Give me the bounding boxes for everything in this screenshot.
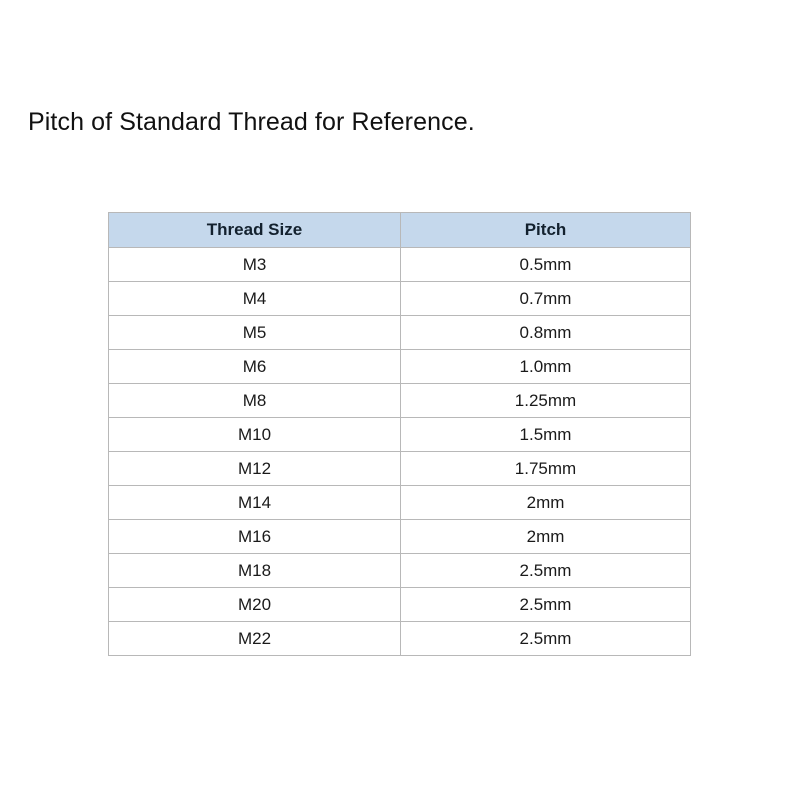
table-row (109, 622, 691, 656)
cell-thread-size: M18 (109, 554, 401, 588)
cell-thread-size: M14 (109, 486, 401, 520)
cell-pitch: 1.0mm (401, 350, 691, 384)
cell-thread-size: M16 (109, 520, 401, 554)
table-row (109, 316, 691, 350)
cell-pitch: 2mm (401, 486, 691, 520)
table-header-row (109, 213, 691, 248)
table-row (109, 418, 691, 452)
table-row (109, 554, 691, 588)
table-body (109, 248, 691, 656)
column-header-thread-size: Thread Size (109, 213, 401, 248)
cell-pitch: 0.7mm (401, 282, 691, 316)
table-row (109, 520, 691, 554)
cell-thread-size: M6 (109, 350, 401, 384)
table-row (109, 588, 691, 622)
cell-pitch: 2mm (401, 520, 691, 554)
thread-pitch-table-container (108, 212, 690, 656)
cell-pitch: 1.5mm (401, 418, 691, 452)
table-row (109, 384, 691, 418)
cell-pitch: 1.75mm (401, 452, 691, 486)
cell-pitch: 1.25mm (401, 384, 691, 418)
page-title: Pitch of Standard Thread for Reference. (28, 108, 475, 136)
cell-thread-size: M4 (109, 282, 401, 316)
cell-pitch: 2.5mm (401, 622, 691, 656)
cell-thread-size: M22 (109, 622, 401, 656)
cell-pitch: 0.5mm (401, 248, 691, 282)
cell-thread-size: M8 (109, 384, 401, 418)
table-row (109, 248, 691, 282)
cell-thread-size: M10 (109, 418, 401, 452)
cell-thread-size: M12 (109, 452, 401, 486)
cell-thread-size: M5 (109, 316, 401, 350)
table-header (109, 213, 691, 248)
table-row (109, 350, 691, 384)
cell-pitch: 0.8mm (401, 316, 691, 350)
table-row (109, 486, 691, 520)
cell-pitch: 2.5mm (401, 554, 691, 588)
thread-pitch-table (108, 212, 691, 656)
cell-thread-size: M3 (109, 248, 401, 282)
column-header-pitch: Pitch (401, 213, 691, 248)
cell-thread-size: M20 (109, 588, 401, 622)
table-row (109, 282, 691, 316)
cell-pitch: 2.5mm (401, 588, 691, 622)
table-row (109, 452, 691, 486)
